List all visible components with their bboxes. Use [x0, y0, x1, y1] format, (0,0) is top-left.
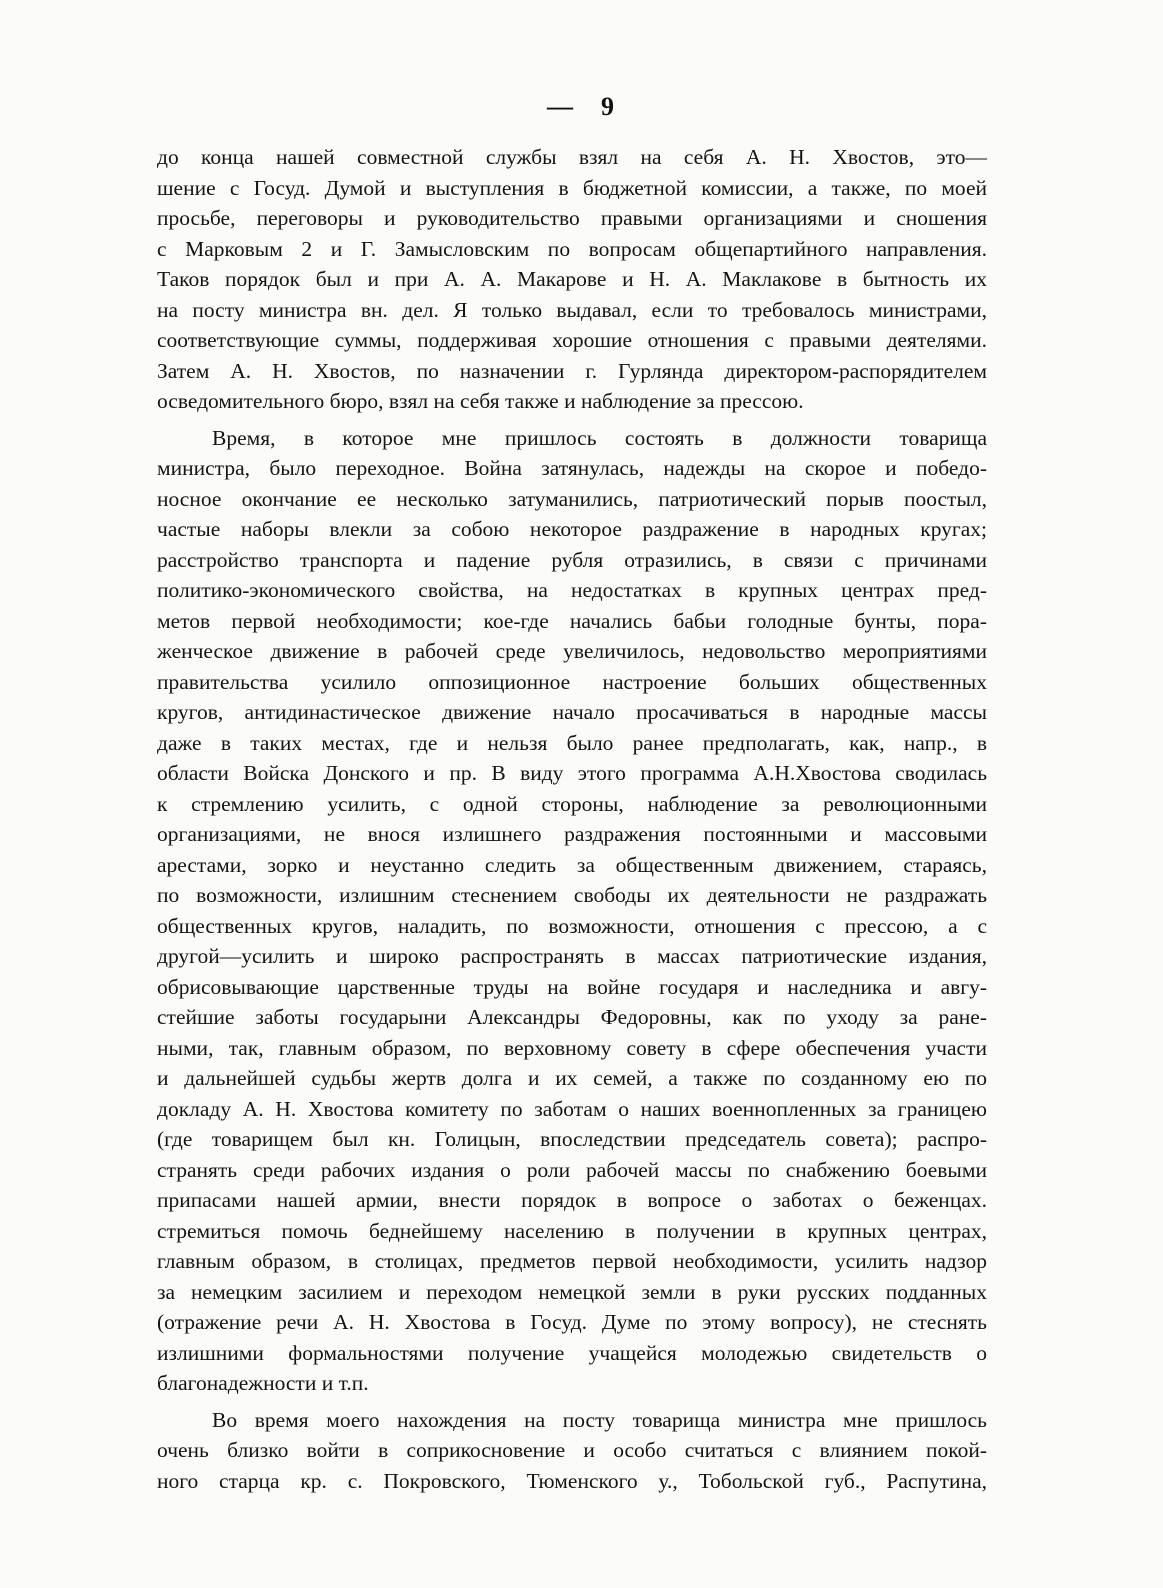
text-line: до конца нашей совместной службы взял на себя А. Н. Хвостов, это— [157, 145, 987, 169]
text-line: носное окончание ее несколько затуманились, патриотический порыв поостыл, [157, 486, 987, 511]
text-line: (отражение речи А. Н. Хвостова в Госуд. Думе по этому вопросу), не стеснять [157, 1310, 987, 1334]
text-line: ного старца кр. с. Покровского, Тюменского у., Тобольской губ., Распутина, [157, 1468, 987, 1493]
text-line: докладу А. Н. Хвостова комитету по заботам о наших военнопленных за границею [157, 1096, 987, 1121]
page-header [0, 92, 1163, 122]
text-line: женческое движение в рабочей среде увеличилось, недовольство мероприятиями [157, 639, 987, 663]
text-line: стейшие заботы государыни Александры Федоровны, как по уходу за ране- [157, 1005, 987, 1029]
text-line: арестами, зорко и неустанно следить за общественным движением, стараясь, [157, 852, 987, 877]
text-line: и дальнейшей судьбы жертв долга и их семей, а также по созданному ею по [157, 1066, 987, 1090]
text-line: ными, так, главным образом, по верховному совету в сфере обеспечения участи [157, 1035, 987, 1060]
text-line: политико-экономического свойства, на недостатках в крупных центрах пред- [157, 578, 987, 602]
text-line: на посту министра вн. дел. Я только выдавал, если то требовалось министрами, [157, 297, 987, 322]
text-line: по возможности, излишним стеснением свободы их деятельности не раздражать [157, 883, 987, 907]
paragraph-1 [157, 142, 987, 417]
text-line: (где товарищем был кн. Голицын, впоследствии председатель совета); распро- [157, 1127, 987, 1151]
text-line: другой—усилить и широко распространять в массах патриотические издания, [157, 944, 987, 968]
text-line: с Марковым 2 и Г. Замысловским по вопросам общепартийного направления. [157, 236, 987, 261]
text-line: осведомительного бюро, взял на себя также и наблюдение за прессою. [157, 389, 804, 413]
text-line: области Войска Донского и пр. В виду этого программа А.Н.Хвостова сводилась [157, 761, 987, 785]
text-line: очень близко войти в соприкосновение и особо считаться с влиянием покой- [157, 1438, 987, 1462]
text-line: Таков порядок был и при А. А. Макарове и Н. А. Маклакове в бытность их [157, 267, 987, 291]
text-line: к стремлению усилить, с одной стороны, наблюдение за революционными [157, 791, 987, 816]
text-line: странять среди рабочих издания о роли рабочей массы по снабжению боевыми [157, 1157, 987, 1182]
text-line: излишними формальностями получение учащейся молодежью свидетельств о [157, 1340, 987, 1365]
page-number: 9 [601, 92, 616, 121]
text-line: шение с Госуд. Думой и выступления в бюджетной комиссии, а также, по моей [157, 175, 987, 200]
text-line: частые наборы влекли за собою некоторое раздражение в народных кругах; [157, 517, 987, 541]
text-line: общественных кругов, наладить, по возможности, отношения с прессою, а с [157, 913, 987, 938]
text-line: правительства усилило оппозиционное настроение больших общественных [157, 669, 987, 694]
text-line: главным образом, в столицах, предметов первой необходимости, усилить надзор [157, 1249, 987, 1273]
text-line: просьбе, переговоры и руководительство правыми организациями и сношения [157, 206, 987, 230]
text-line: Во время моего нахождения на посту товарища министра мне пришлось [212, 1407, 987, 1432]
text-line: метов первой необходимости; кое-где начались бабьи голодные бунты, пора- [157, 608, 987, 633]
text-line: министра, было переходное. Война затянулась, надежды на скорое и победо- [157, 456, 987, 480]
text-line: организациями, не внося излишнего раздражения постоянными и массовыми [157, 822, 987, 846]
document-text [157, 142, 987, 1496]
text-line: благонадежности и т.п. [157, 1371, 369, 1395]
text-line: соответствующие суммы, поддерживая хорошие отношения с правыми деятелями. [157, 328, 987, 352]
text-line: кругов, антидинастическое движение начало просачиваться в народные массы [157, 700, 987, 724]
header-dash: — [547, 92, 575, 121]
paragraph-2 [157, 423, 987, 1399]
text-line: стремиться помочь беднейшему населению в получении в крупных центрах, [157, 1218, 987, 1243]
paragraph-3 [157, 1405, 987, 1497]
text-line: расстройство транспорта и падение рубля отразились, в связи с причинами [157, 547, 987, 572]
text-line: обрисовывающие царственные труды на войне государя и наследника и авгу- [157, 974, 987, 999]
text-line: даже в таких местах, где и нельзя было ранее предполагать, как, напр., в [157, 730, 987, 755]
text-line: за немецким засилием и переходом немецкой земли в руки русских подданных [157, 1279, 987, 1304]
text-line: припасами нашей армии, внести порядок в вопросе о заботах о беженцах. [157, 1188, 987, 1212]
text-line: Время, в которое мне пришлось состоять в должности товарища [212, 425, 987, 450]
text-line: Затем А. Н. Хвостов, по назначении г. Гурлянда директором-распорядителем [157, 358, 987, 383]
